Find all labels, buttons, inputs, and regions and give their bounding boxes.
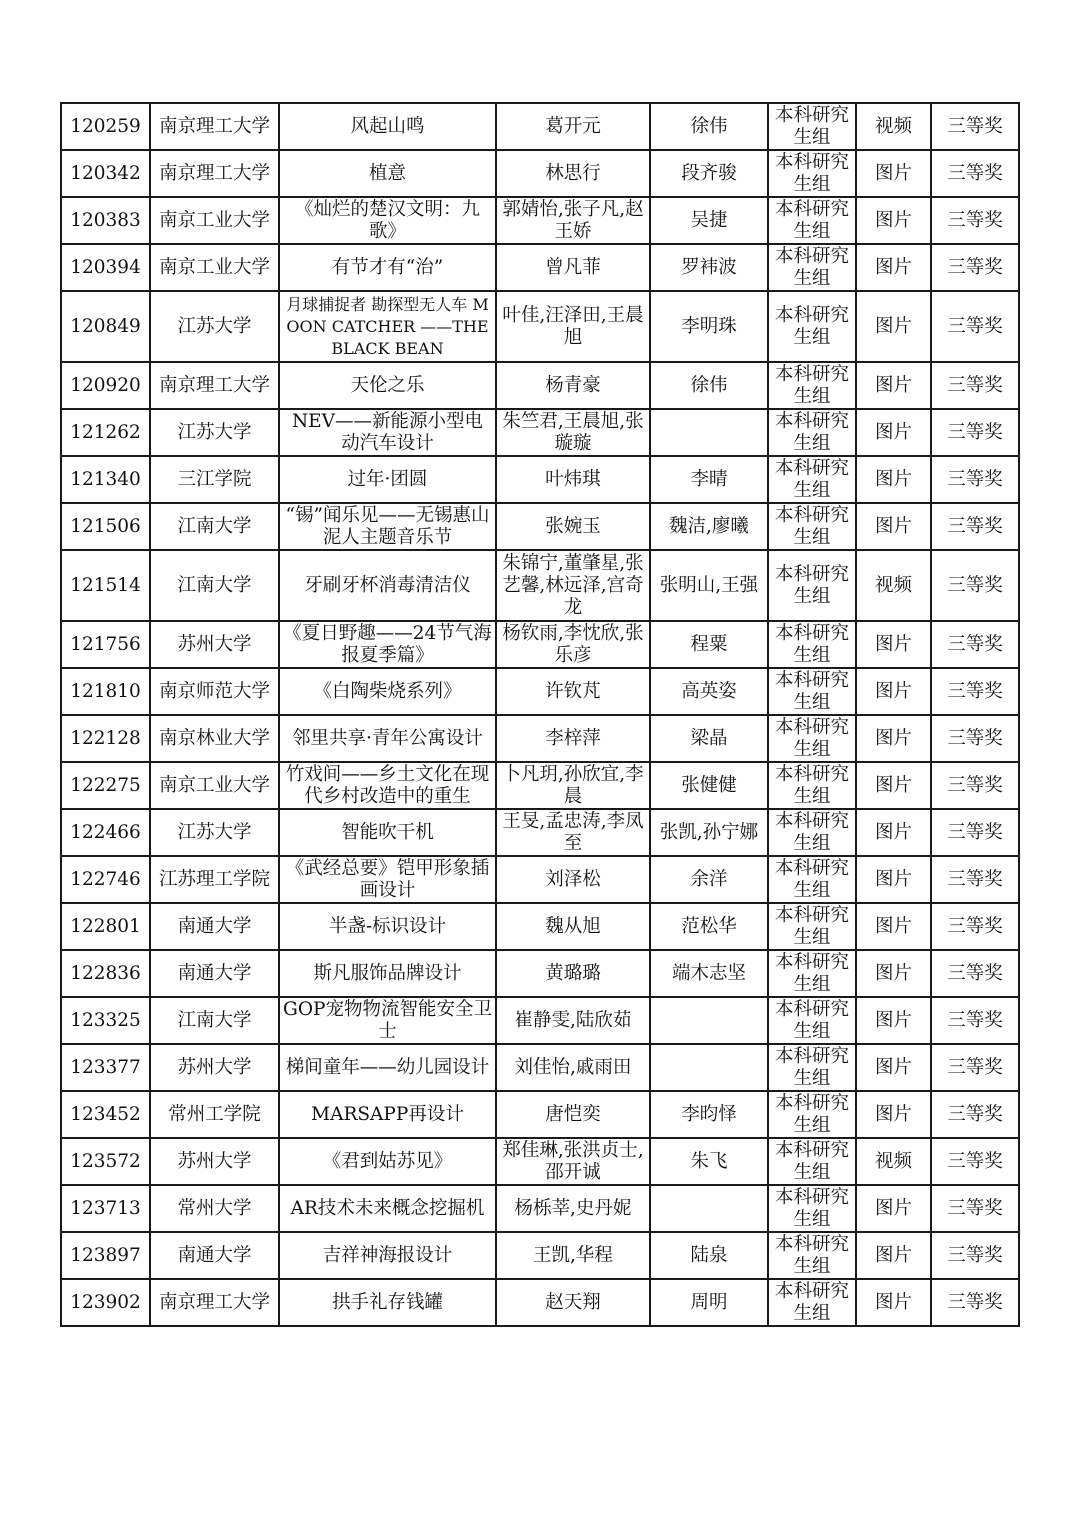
advisor-cell: 朱飞 bbox=[650, 1138, 768, 1185]
work-title-cell: AR技术未来概念挖掘机 bbox=[279, 1185, 496, 1232]
work-type-cell: 图片 bbox=[856, 715, 931, 762]
award-level-cell: 三等奖 bbox=[931, 244, 1019, 291]
work-title-cell: 《君到姑苏见》 bbox=[279, 1138, 496, 1185]
table-row bbox=[61, 950, 1019, 997]
award-level-cell: 三等奖 bbox=[931, 362, 1019, 409]
work-title-cell: 邻里共享·青年公寓设计 bbox=[279, 715, 496, 762]
group-cell: 本科研究生组 bbox=[768, 150, 856, 197]
award-id-cell: 120383 bbox=[61, 197, 150, 244]
award-level-cell: 三等奖 bbox=[931, 762, 1019, 809]
work-title-cell: 风起山鸣 bbox=[279, 103, 496, 150]
work-type-cell: 图片 bbox=[856, 1232, 931, 1279]
award-id-cell: 123377 bbox=[61, 1044, 150, 1091]
work-title-cell: 竹戏间——乡土文化在现代乡村改造中的重生 bbox=[279, 762, 496, 809]
table-row bbox=[61, 362, 1019, 409]
advisor-cell: 范松华 bbox=[650, 903, 768, 950]
group-cell: 本科研究生组 bbox=[768, 809, 856, 856]
group-cell: 本科研究生组 bbox=[768, 550, 856, 621]
award-level-cell: 三等奖 bbox=[931, 997, 1019, 1044]
school-cell: 南京理工大学 bbox=[150, 362, 279, 409]
work-title-cell: 植意 bbox=[279, 150, 496, 197]
table-row bbox=[61, 621, 1019, 668]
award-level-cell: 三等奖 bbox=[931, 856, 1019, 903]
award-level-cell: 三等奖 bbox=[931, 1185, 1019, 1232]
work-type-cell: 图片 bbox=[856, 997, 931, 1044]
table-row bbox=[61, 762, 1019, 809]
award-id-cell: 121514 bbox=[61, 550, 150, 621]
advisor-cell: 李昀怿 bbox=[650, 1091, 768, 1138]
authors-cell: 郑佳琳,张洪贞士,邵开诚 bbox=[496, 1138, 650, 1185]
work-title-cell: 天伦之乐 bbox=[279, 362, 496, 409]
award-id-cell: 120394 bbox=[61, 244, 150, 291]
awards-table-body bbox=[61, 103, 1019, 1326]
school-cell: 南京工业大学 bbox=[150, 197, 279, 244]
award-level-cell: 三等奖 bbox=[931, 1279, 1019, 1326]
authors-cell: 林思行 bbox=[496, 150, 650, 197]
advisor-cell: 周明 bbox=[650, 1279, 768, 1326]
award-id-cell: 122746 bbox=[61, 856, 150, 903]
authors-cell: 朱锦宁,董肇星,张艺馨,林远泽,宫奇龙 bbox=[496, 550, 650, 621]
award-id-cell: 122836 bbox=[61, 950, 150, 997]
advisor-cell: 端木志坚 bbox=[650, 950, 768, 997]
table-row bbox=[61, 1138, 1019, 1185]
work-type-cell: 视频 bbox=[856, 550, 931, 621]
authors-cell: 张婉玉 bbox=[496, 503, 650, 550]
school-cell: 江苏大学 bbox=[150, 409, 279, 456]
award-level-cell: 三等奖 bbox=[931, 103, 1019, 150]
table-row bbox=[61, 244, 1019, 291]
school-cell: 江苏理工学院 bbox=[150, 856, 279, 903]
group-cell: 本科研究生组 bbox=[768, 197, 856, 244]
work-title-cell: 智能吹干机 bbox=[279, 809, 496, 856]
authors-cell: 卜凡玥,孙欣宜,李晨 bbox=[496, 762, 650, 809]
group-cell: 本科研究生组 bbox=[768, 950, 856, 997]
authors-cell: 刘泽松 bbox=[496, 856, 650, 903]
award-level-cell: 三等奖 bbox=[931, 550, 1019, 621]
work-type-cell: 图片 bbox=[856, 1279, 931, 1326]
work-type-cell: 图片 bbox=[856, 362, 931, 409]
school-cell: 常州大学 bbox=[150, 1185, 279, 1232]
table-row bbox=[61, 550, 1019, 621]
awards-table bbox=[60, 102, 1020, 1327]
table-row bbox=[61, 150, 1019, 197]
work-title-cell: 《白陶柴烧系列》 bbox=[279, 668, 496, 715]
table-row bbox=[61, 1091, 1019, 1138]
school-cell: 常州工学院 bbox=[150, 1091, 279, 1138]
table-row bbox=[61, 809, 1019, 856]
school-cell: 苏州大学 bbox=[150, 1044, 279, 1091]
table-row bbox=[61, 997, 1019, 1044]
school-cell: 南京理工大学 bbox=[150, 103, 279, 150]
work-title-cell: “锡”闻乐见——无锡惠山泥人主题音乐节 bbox=[279, 503, 496, 550]
authors-cell: 王旻,孟忠涛,李凤至 bbox=[496, 809, 650, 856]
group-cell: 本科研究生组 bbox=[768, 456, 856, 503]
school-cell: 南京林业大学 bbox=[150, 715, 279, 762]
work-type-cell: 图片 bbox=[856, 668, 931, 715]
group-cell: 本科研究生组 bbox=[768, 997, 856, 1044]
school-cell: 江南大学 bbox=[150, 997, 279, 1044]
authors-cell: 叶炜琪 bbox=[496, 456, 650, 503]
table-row bbox=[61, 715, 1019, 762]
group-cell: 本科研究生组 bbox=[768, 503, 856, 550]
award-id-cell: 123572 bbox=[61, 1138, 150, 1185]
group-cell: 本科研究生组 bbox=[768, 715, 856, 762]
award-id-cell: 122466 bbox=[61, 809, 150, 856]
advisor-cell: 李明珠 bbox=[650, 291, 768, 362]
school-cell: 南京工业大学 bbox=[150, 244, 279, 291]
group-cell: 本科研究生组 bbox=[768, 1138, 856, 1185]
table-row bbox=[61, 856, 1019, 903]
school-cell: 南京工业大学 bbox=[150, 762, 279, 809]
award-id-cell: 120920 bbox=[61, 362, 150, 409]
school-cell: 三江学院 bbox=[150, 456, 279, 503]
award-id-cell: 122801 bbox=[61, 903, 150, 950]
advisor-cell bbox=[650, 997, 768, 1044]
authors-cell: 许钦芃 bbox=[496, 668, 650, 715]
work-title-cell: 梯间童年——幼儿园设计 bbox=[279, 1044, 496, 1091]
advisor-cell: 高英姿 bbox=[650, 668, 768, 715]
school-cell: 江南大学 bbox=[150, 550, 279, 621]
authors-cell: 杨青豪 bbox=[496, 362, 650, 409]
authors-cell: 李梓萍 bbox=[496, 715, 650, 762]
authors-cell: 叶佳,汪泽田,王晨旭 bbox=[496, 291, 650, 362]
group-cell: 本科研究生组 bbox=[768, 1279, 856, 1326]
work-title-cell: NEV——新能源小型电动汽车设计 bbox=[279, 409, 496, 456]
authors-cell: 唐恺奕 bbox=[496, 1091, 650, 1138]
school-cell: 江苏大学 bbox=[150, 291, 279, 362]
award-level-cell: 三等奖 bbox=[931, 291, 1019, 362]
advisor-cell: 罗袆波 bbox=[650, 244, 768, 291]
table-row bbox=[61, 291, 1019, 362]
work-type-cell: 图片 bbox=[856, 503, 931, 550]
advisor-cell: 张凯,孙宁娜 bbox=[650, 809, 768, 856]
advisor-cell: 余洋 bbox=[650, 856, 768, 903]
authors-cell: 黄璐璐 bbox=[496, 950, 650, 997]
authors-cell: 郭婧怡,张子凡,赵王娇 bbox=[496, 197, 650, 244]
award-level-cell: 三等奖 bbox=[931, 1138, 1019, 1185]
award-id-cell: 123897 bbox=[61, 1232, 150, 1279]
work-type-cell: 图片 bbox=[856, 150, 931, 197]
work-type-cell: 图片 bbox=[856, 903, 931, 950]
group-cell: 本科研究生组 bbox=[768, 409, 856, 456]
work-title-cell: GOP宠物物流智能安全卫士 bbox=[279, 997, 496, 1044]
advisor-cell: 吴捷 bbox=[650, 197, 768, 244]
work-title-cell: 月球捕捉者 勘探型无人车 MOON CATCHER ——THE BLACK BEAN bbox=[279, 291, 496, 362]
group-cell: 本科研究生组 bbox=[768, 103, 856, 150]
authors-cell: 葛开元 bbox=[496, 103, 650, 150]
table-row bbox=[61, 503, 1019, 550]
work-title-cell: 斯凡服饰品牌设计 bbox=[279, 950, 496, 997]
group-cell: 本科研究生组 bbox=[768, 291, 856, 362]
award-id-cell: 120342 bbox=[61, 150, 150, 197]
advisor-cell bbox=[650, 409, 768, 456]
authors-cell: 赵天翔 bbox=[496, 1279, 650, 1326]
work-type-cell: 图片 bbox=[856, 197, 931, 244]
advisor-cell: 徐伟 bbox=[650, 362, 768, 409]
table-row bbox=[61, 197, 1019, 244]
work-title-cell: 有节才有“治” bbox=[279, 244, 496, 291]
advisor-cell: 梁晶 bbox=[650, 715, 768, 762]
school-cell: 苏州大学 bbox=[150, 621, 279, 668]
advisor-cell: 李晴 bbox=[650, 456, 768, 503]
table-row bbox=[61, 1185, 1019, 1232]
school-cell: 苏州大学 bbox=[150, 1138, 279, 1185]
work-title-cell: 《灿烂的楚汉文明：九歌》 bbox=[279, 197, 496, 244]
work-type-cell: 图片 bbox=[856, 621, 931, 668]
work-type-cell: 图片 bbox=[856, 856, 931, 903]
award-level-cell: 三等奖 bbox=[931, 197, 1019, 244]
award-level-cell: 三等奖 bbox=[931, 409, 1019, 456]
advisor-cell bbox=[650, 1044, 768, 1091]
group-cell: 本科研究生组 bbox=[768, 1044, 856, 1091]
authors-cell: 杨钦雨,李忱欣,张乐彦 bbox=[496, 621, 650, 668]
group-cell: 本科研究生组 bbox=[768, 1185, 856, 1232]
award-id-cell: 121756 bbox=[61, 621, 150, 668]
advisor-cell: 张明山,王强 bbox=[650, 550, 768, 621]
advisor-cell: 徐伟 bbox=[650, 103, 768, 150]
authors-cell: 刘佳怡,戚雨田 bbox=[496, 1044, 650, 1091]
award-id-cell: 122128 bbox=[61, 715, 150, 762]
award-id-cell: 120259 bbox=[61, 103, 150, 150]
work-type-cell: 图片 bbox=[856, 1185, 931, 1232]
group-cell: 本科研究生组 bbox=[768, 1091, 856, 1138]
group-cell: 本科研究生组 bbox=[768, 244, 856, 291]
award-id-cell: 120849 bbox=[61, 291, 150, 362]
award-id-cell: 122275 bbox=[61, 762, 150, 809]
authors-cell: 王凯,华程 bbox=[496, 1232, 650, 1279]
award-level-cell: 三等奖 bbox=[931, 903, 1019, 950]
work-type-cell: 图片 bbox=[856, 244, 931, 291]
group-cell: 本科研究生组 bbox=[768, 903, 856, 950]
award-id-cell: 123452 bbox=[61, 1091, 150, 1138]
group-cell: 本科研究生组 bbox=[768, 1232, 856, 1279]
table-row bbox=[61, 409, 1019, 456]
advisor-cell: 程粟 bbox=[650, 621, 768, 668]
work-type-cell: 图片 bbox=[856, 1091, 931, 1138]
work-title-cell: 吉祥神海报设计 bbox=[279, 1232, 496, 1279]
authors-cell: 曾凡菲 bbox=[496, 244, 650, 291]
work-type-cell: 图片 bbox=[856, 409, 931, 456]
award-level-cell: 三等奖 bbox=[931, 950, 1019, 997]
authors-cell: 魏从旭 bbox=[496, 903, 650, 950]
work-type-cell: 图片 bbox=[856, 762, 931, 809]
table-row bbox=[61, 668, 1019, 715]
table-row bbox=[61, 903, 1019, 950]
authors-cell: 崔静雯,陆欣茹 bbox=[496, 997, 650, 1044]
work-title-cell: MARSAPP再设计 bbox=[279, 1091, 496, 1138]
work-title-cell: 牙刷牙杯消毒清洁仪 bbox=[279, 550, 496, 621]
work-type-cell: 视频 bbox=[856, 1138, 931, 1185]
work-type-cell: 图片 bbox=[856, 1044, 931, 1091]
award-level-cell: 三等奖 bbox=[931, 1232, 1019, 1279]
school-cell: 南通大学 bbox=[150, 903, 279, 950]
award-level-cell: 三等奖 bbox=[931, 456, 1019, 503]
work-title-cell: 半盏-标识设计 bbox=[279, 903, 496, 950]
work-title-cell: 《夏日野趣——24节气海报夏季篇》 bbox=[279, 621, 496, 668]
work-type-cell: 图片 bbox=[856, 809, 931, 856]
table-row bbox=[61, 1044, 1019, 1091]
award-level-cell: 三等奖 bbox=[931, 503, 1019, 550]
table-row bbox=[61, 1232, 1019, 1279]
authors-cell: 杨栎莘,史丹妮 bbox=[496, 1185, 650, 1232]
award-level-cell: 三等奖 bbox=[931, 715, 1019, 762]
school-cell: 江苏大学 bbox=[150, 809, 279, 856]
school-cell: 南京理工大学 bbox=[150, 150, 279, 197]
award-id-cell: 121506 bbox=[61, 503, 150, 550]
award-id-cell: 121810 bbox=[61, 668, 150, 715]
work-title-cell: 拱手礼存钱罐 bbox=[279, 1279, 496, 1326]
work-type-cell: 图片 bbox=[856, 950, 931, 997]
award-level-cell: 三等奖 bbox=[931, 668, 1019, 715]
award-id-cell: 123325 bbox=[61, 997, 150, 1044]
award-level-cell: 三等奖 bbox=[931, 1044, 1019, 1091]
school-cell: 南京理工大学 bbox=[150, 1279, 279, 1326]
school-cell: 南通大学 bbox=[150, 950, 279, 997]
award-id-cell: 123713 bbox=[61, 1185, 150, 1232]
work-title-cell: 过年·团圆 bbox=[279, 456, 496, 503]
award-level-cell: 三等奖 bbox=[931, 1091, 1019, 1138]
award-level-cell: 三等奖 bbox=[931, 150, 1019, 197]
group-cell: 本科研究生组 bbox=[768, 668, 856, 715]
group-cell: 本科研究生组 bbox=[768, 621, 856, 668]
work-type-cell: 视频 bbox=[856, 103, 931, 150]
award-id-cell: 123902 bbox=[61, 1279, 150, 1326]
award-level-cell: 三等奖 bbox=[931, 809, 1019, 856]
advisor-cell: 张健健 bbox=[650, 762, 768, 809]
school-cell: 南通大学 bbox=[150, 1232, 279, 1279]
table-row bbox=[61, 1279, 1019, 1326]
award-level-cell: 三等奖 bbox=[931, 621, 1019, 668]
work-type-cell: 图片 bbox=[856, 456, 931, 503]
group-cell: 本科研究生组 bbox=[768, 762, 856, 809]
table-row bbox=[61, 456, 1019, 503]
work-title-cell: 《武经总要》铠甲形象插画设计 bbox=[279, 856, 496, 903]
authors-cell: 朱竺君,王晨旭,张璇璇 bbox=[496, 409, 650, 456]
school-cell: 南京师范大学 bbox=[150, 668, 279, 715]
advisor-cell: 段齐骏 bbox=[650, 150, 768, 197]
group-cell: 本科研究生组 bbox=[768, 856, 856, 903]
group-cell: 本科研究生组 bbox=[768, 362, 856, 409]
table-row bbox=[61, 103, 1019, 150]
award-id-cell: 121262 bbox=[61, 409, 150, 456]
advisor-cell: 魏洁,廖曦 bbox=[650, 503, 768, 550]
award-id-cell: 121340 bbox=[61, 456, 150, 503]
work-type-cell: 图片 bbox=[856, 291, 931, 362]
advisor-cell bbox=[650, 1185, 768, 1232]
school-cell: 江南大学 bbox=[150, 503, 279, 550]
advisor-cell: 陆泉 bbox=[650, 1232, 768, 1279]
